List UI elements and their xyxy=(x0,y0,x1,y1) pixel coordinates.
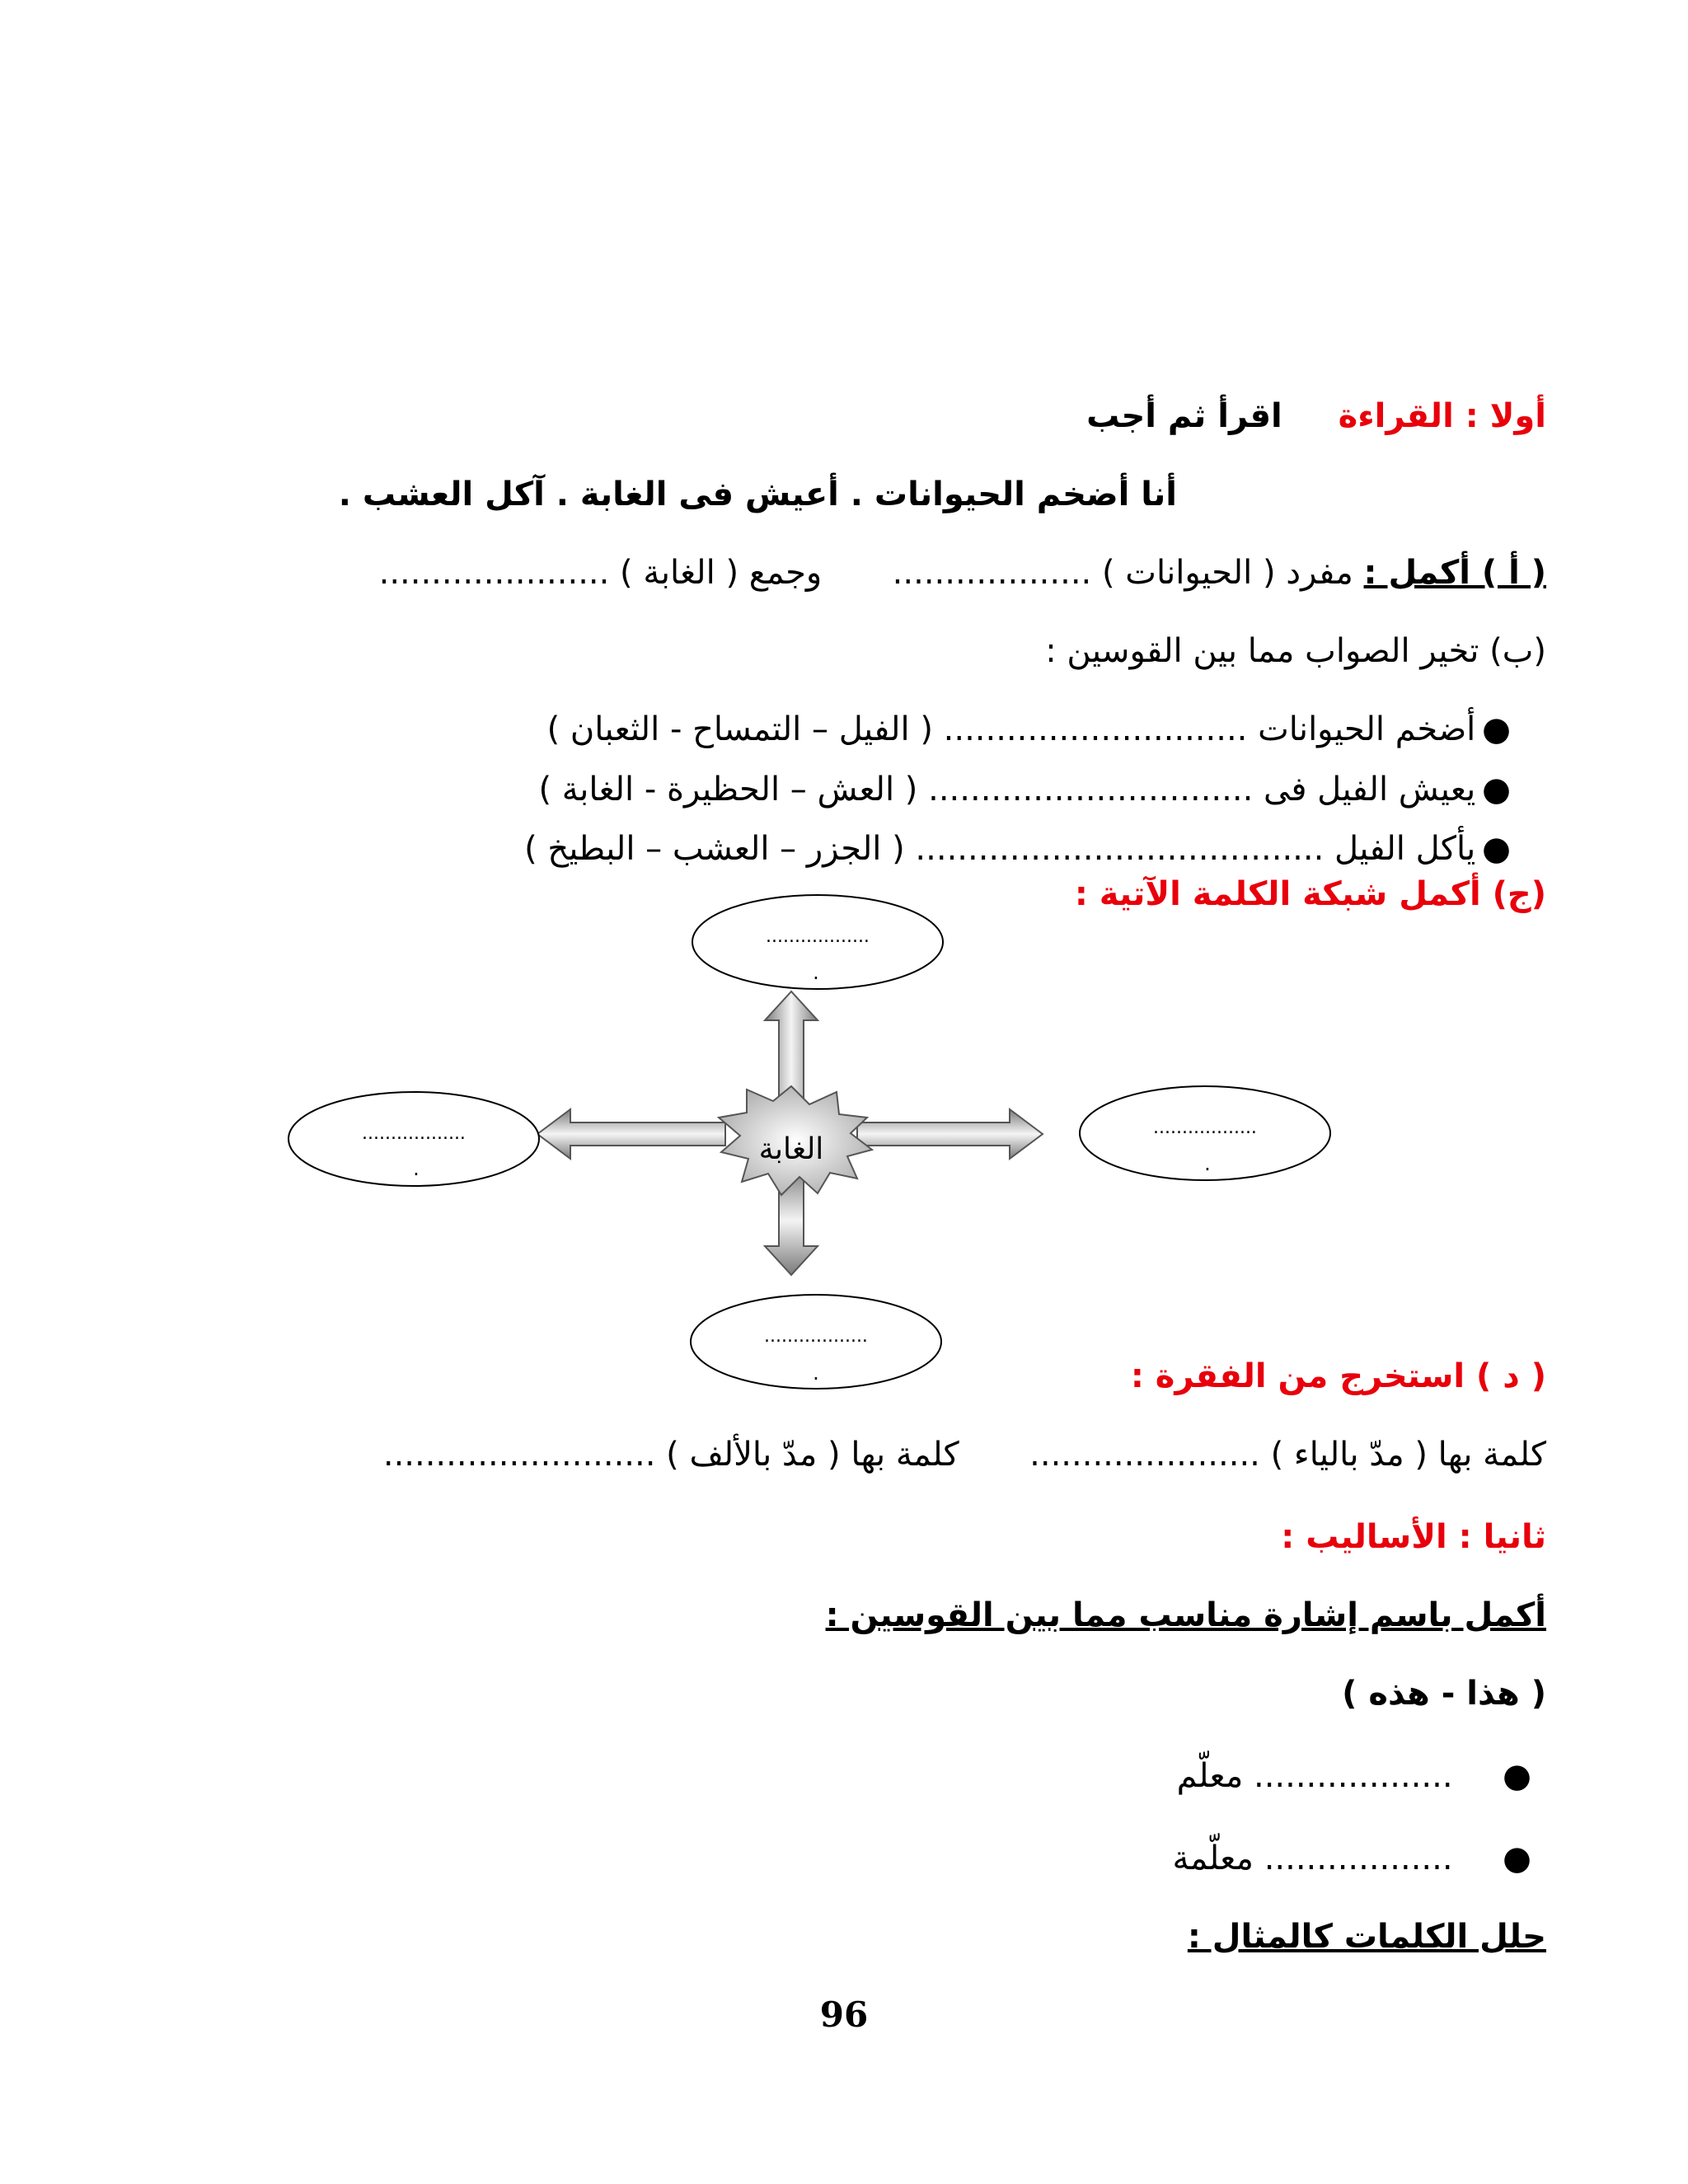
part-b-item xyxy=(547,705,1511,754)
part-d-q2: كلمة بها ( مدّ بالألف ) .......................... xyxy=(382,1436,959,1474)
section1-instruction: اقرأ ثم أجب xyxy=(1086,397,1282,435)
part-a-line xyxy=(379,548,1546,598)
bullet-icon: ● xyxy=(1482,830,1511,868)
part-b-item-text: يأكل الفيل ....................................... ( الجزر – العشب – البطيخ ) xyxy=(524,830,1476,868)
web-blank: .................. xyxy=(1153,1118,1257,1138)
section2-item xyxy=(1177,1751,1531,1801)
analyze-instruction: حلل الكلمات كالمثال : xyxy=(1187,1918,1546,1956)
part-b-item-text: يعيش الفيل فى ............................... ( العش – الحظيرة - الغابة ) xyxy=(538,771,1476,808)
web-dot: . xyxy=(1204,1152,1211,1175)
arrow-right xyxy=(857,1109,1043,1159)
bullet-icon: ● xyxy=(1503,1757,1531,1795)
demonstrative-options: ( هذا - هذه ) xyxy=(1342,1675,1546,1713)
web-dot: . xyxy=(813,1361,819,1385)
section2-instruction: أكمل باسم إشارة مناسب مما بين القوسين : xyxy=(825,1596,1546,1634)
part-a-q2: وجمع ( الغابة ) ...................... xyxy=(378,554,823,592)
web-blank: .................. xyxy=(764,1326,868,1347)
web-blank: .................. xyxy=(362,1123,466,1144)
part-d-q1: كلمة بها ( مدّ بالياء ) ...................... xyxy=(1029,1436,1546,1474)
bullet-icon: ● xyxy=(1503,1840,1531,1877)
web-dot: . xyxy=(413,1157,420,1180)
section1-header xyxy=(1086,391,1546,441)
reading-passage: أنا أضخم الحيوانات . أعيش فى الغابة . آكل العشب . xyxy=(338,476,1177,513)
web-dot: . xyxy=(813,961,819,984)
page-number: 96 xyxy=(819,1994,869,2035)
part-b-item xyxy=(538,765,1511,814)
section2-item-text: .................. معلّمة xyxy=(1172,1840,1453,1877)
bullet-icon: ● xyxy=(1482,710,1511,748)
arrow-up xyxy=(765,991,818,1100)
arrow-left xyxy=(537,1109,725,1159)
section1-label: أولا : القراءة xyxy=(1338,397,1546,435)
section2-item-text: ................... معلّم xyxy=(1176,1757,1453,1795)
web-blank: .................. xyxy=(766,926,870,947)
part-d-heading: ( د ) استخرج من الفقرة : xyxy=(1130,1357,1546,1395)
section2-item xyxy=(1172,1834,1531,1883)
part-b-heading: (ب) تخير الصواب مما بين القوسين : xyxy=(1045,632,1546,670)
word-web-diagram xyxy=(280,882,1352,1401)
part-b-item xyxy=(524,824,1511,874)
part-c-heading: (ج) أكمل شبكة الكلمة الآتية : xyxy=(1074,875,1546,913)
part-b-item-text: أضخم الحيوانات ............................. ( الفيل – التمساح - الثعبان ) xyxy=(546,710,1476,748)
part-a-label: ( أ ) أكمل : xyxy=(1363,554,1546,592)
part-a-q1: مفرد ( الحيوانات ) ................... xyxy=(892,554,1353,592)
bullet-icon: ● xyxy=(1482,771,1511,808)
center-word: الغابة xyxy=(758,1132,824,1166)
part-d-line xyxy=(383,1430,1546,1479)
section2-label: ثانيا : الأساليب : xyxy=(1281,1518,1546,1556)
